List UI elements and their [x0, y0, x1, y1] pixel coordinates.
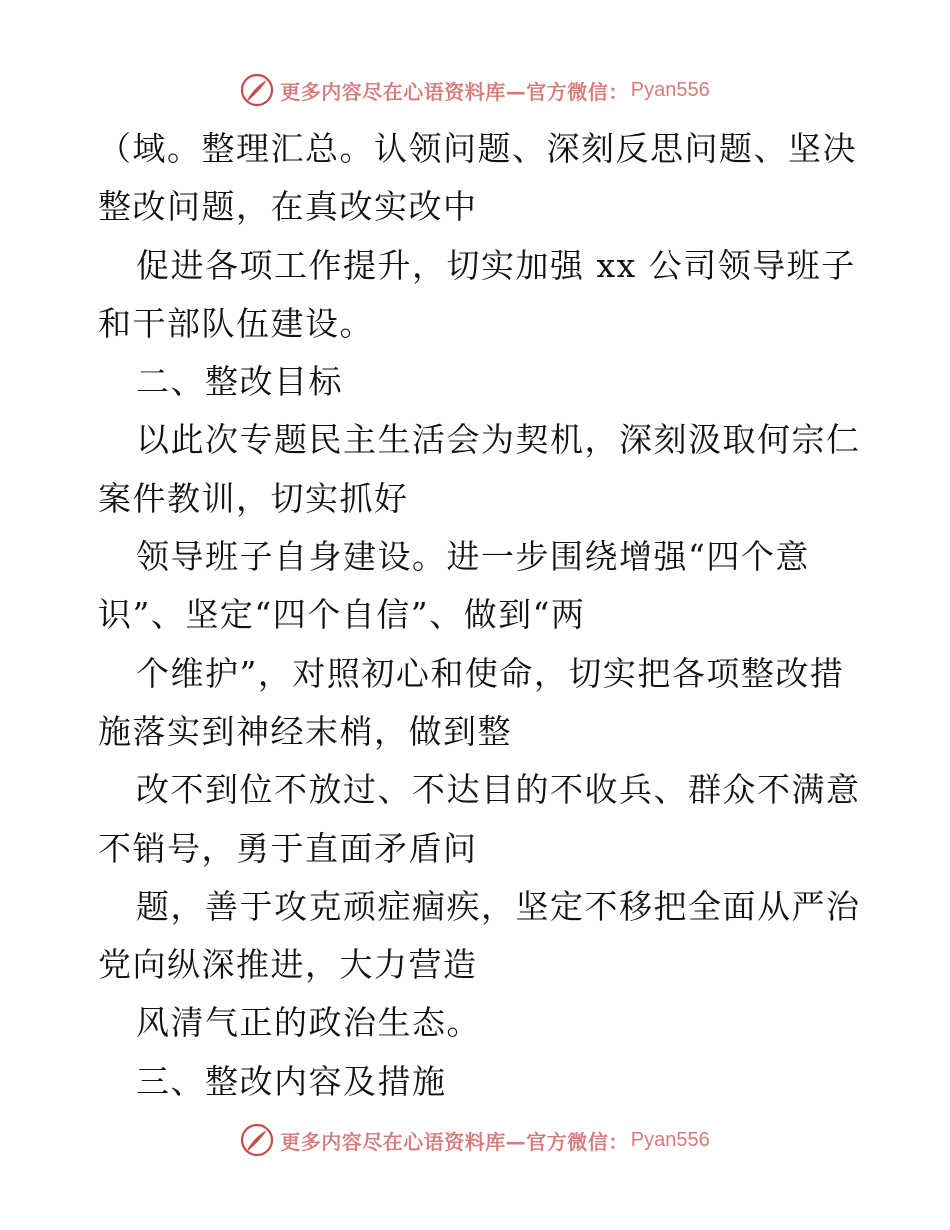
text-line: 促进各项工作提升，切实加强 xx 公司领导班子 [136, 245, 856, 285]
text-line: 和干部队伍建设。 [98, 303, 374, 343]
text-line: 题，善于攻克顽症痼疾，坚定不移把全面从严治 [136, 886, 861, 926]
text-line: 个维护”，对照初心和使命，切实把各项整改措 [136, 653, 845, 693]
quill-logo-icon [240, 73, 274, 107]
text-line: 案件教训，切实抓好 [98, 478, 409, 518]
text-line: 以此次专题民主生活会为契机，深刻汲取何宗仁 [136, 420, 861, 460]
text-line: 风清气正的政治生态。 [136, 1003, 481, 1043]
text-line: 整改问题，在真改实改中 [98, 187, 478, 227]
text-line: 三、整改内容及措施 [136, 1061, 447, 1101]
text-line: 施落实到神经末梢，做到整 [98, 711, 512, 751]
text-line: 不销号，勇于直面矛盾问 [98, 828, 478, 868]
footer-watermark [0, 1120, 950, 1160]
watermark-account: Pyan556 [630, 1128, 710, 1151]
text-line: 二、整改目标 [136, 362, 343, 402]
watermark-text: 更多内容尽在心语资料库—官方微信： [280, 1129, 629, 1154]
header-watermark [0, 70, 950, 110]
text-line: 党向纵深推进，大力营造 [98, 945, 478, 985]
text-line: 识”、坚定“四个自信”、做到“两 [98, 595, 586, 635]
watermark-account: Pyan556 [630, 78, 710, 101]
quill-logo-icon [240, 1123, 274, 1157]
text-line: 领导班子自身建设。进一步围绕增强“四个意 [136, 537, 810, 577]
document-body [98, 120, 861, 1111]
text-line: （域。整理汇总。认领问题、深刻反思问题、坚决 [98, 129, 857, 168]
text-line: 改不到位不放过、不达目的不收兵、群众不满意 [136, 770, 861, 810]
watermark-text: 更多内容尽在心语资料库—官方微信： [280, 79, 629, 104]
